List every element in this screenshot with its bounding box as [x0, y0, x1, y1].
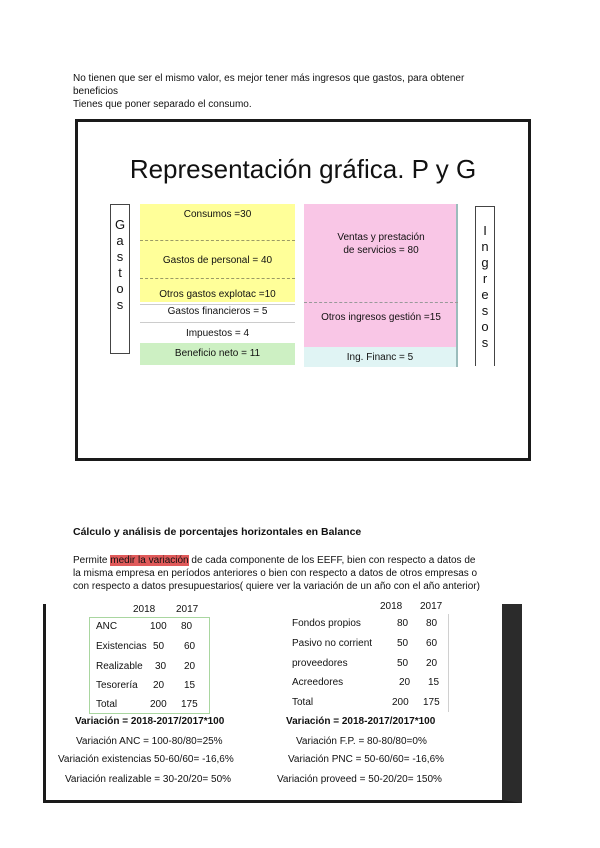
letter: g [481, 255, 489, 270]
gastos-vertical-label [110, 204, 130, 354]
row-value-2018: 20 [153, 680, 165, 691]
paragraph-line-1 [73, 554, 533, 567]
consumos-label: Consumos =30 [183, 209, 252, 220]
financieros-block [140, 304, 295, 322]
section-heading: Cálculo y análisis de porcentajes horizontales en Balance [73, 526, 362, 538]
letter: G [114, 217, 126, 232]
balance-slide [43, 601, 522, 803]
ing-financ-label: Ing. Financ = 5 [346, 352, 414, 363]
row-value-2018: 20 [399, 677, 411, 688]
left-year-2017: 2017 [176, 604, 199, 615]
calc-left: Variación ANC = 100-80/80=25% [76, 736, 223, 747]
right-year-2017: 2017 [420, 601, 443, 612]
calc-right: Variación proveed = 50-20/20= 150% [277, 774, 442, 785]
ing-financ-block [304, 347, 458, 367]
right-formula: Variación = 2018-2017/2017*100 [286, 716, 436, 727]
row-value-2017: 175 [181, 699, 198, 710]
letter: I [483, 223, 487, 238]
paragraph-line-3: con respecto a datos presupuestarios( quiere ver la variación de un año con el año anterior) [73, 581, 480, 592]
letter: e [481, 287, 489, 302]
ingresos-vertical-label [475, 206, 495, 366]
letter: t [118, 265, 122, 280]
calc-left: Variación existencias 50-60/60= -16,6% [58, 754, 234, 765]
note-line-3: Tienes que poner separado el consumo. [73, 99, 252, 110]
calc-right: Variación F.P. = 80-80/80=0% [296, 736, 427, 747]
letter: a [116, 233, 124, 248]
row-value-2018: 30 [155, 661, 167, 672]
paragraph-line-2: la misma empresa en períodos anteriores o bien con respecto a datos de otros empresas o [73, 568, 478, 579]
ventas-label-1: Ventas y prestación [337, 232, 425, 243]
letter: s [481, 303, 489, 318]
row-label: Acreedores [292, 677, 344, 688]
personal-block [140, 240, 295, 278]
otros-ingresos-label: Otros ingresos gestión =15 [321, 312, 441, 323]
letter: o [116, 281, 124, 296]
row-value-2018: 50 [397, 638, 409, 649]
financieros-label: Gastos financieros = 5 [167, 306, 268, 317]
personal-label: Gastos de personal = 40 [162, 255, 273, 266]
row-value-2018: 80 [397, 618, 409, 629]
impuestos-block [140, 322, 295, 342]
row-value-2017: 20 [184, 661, 196, 672]
row-label: Realizable [96, 661, 143, 672]
slide-title: Representación gráfica. P y G [129, 154, 477, 184]
row-label: Total [96, 699, 118, 710]
row-label: Tesorería [96, 680, 138, 691]
highlight-medir: medir la variación [110, 555, 189, 566]
row-value-2017: 15 [428, 677, 440, 688]
row-value-2017: 20 [426, 658, 438, 669]
letter: s [116, 297, 124, 312]
row-label: Fondos propios [292, 618, 361, 629]
left-year-2018: 2018 [133, 604, 156, 615]
letter: r [482, 271, 488, 286]
paragraph-rest: de cada componente de los EEFF, bien con respecto a datos de [188, 555, 476, 566]
beneficio-block [140, 343, 295, 365]
row-value-2017: 60 [426, 638, 438, 649]
left-formula: Variación = 2018-2017/2017*100 [75, 716, 225, 727]
consumos-block [140, 204, 295, 240]
note-line-1: No tienen que ser el mismo valor, es mejor tener más ingresos que gastos, para obtener [73, 73, 465, 84]
section-paragraph [73, 554, 533, 593]
paragraph-start: Permite [73, 555, 111, 566]
otros-gastos-label: Otros gastos explotac =10 [159, 289, 276, 300]
row-label: proveedores [292, 658, 348, 669]
letter: s [481, 335, 489, 350]
letter: o [481, 319, 489, 334]
row-value-2018: 100 [150, 621, 167, 632]
calc-left: Variación realizable = 30-20/20= 50% [65, 774, 232, 785]
impuestos-label: Impuestos = 4 [185, 328, 250, 339]
letter: n [481, 239, 489, 254]
ingresos-divider [304, 302, 458, 303]
row-value-2018: 200 [392, 697, 409, 708]
right-year-2018: 2018 [380, 601, 403, 612]
pyg-slide [75, 119, 531, 461]
ventas-label-2: de servicios = 80 [343, 245, 419, 256]
row-label: Pasivo no corrient [292, 638, 373, 649]
row-value-2017: 175 [423, 697, 440, 708]
row-value-2018: 50 [153, 641, 165, 652]
row-value-2017: 60 [184, 641, 196, 652]
row-label: ANC [96, 621, 118, 632]
row-value-2017: 80 [426, 618, 438, 629]
beneficio-label: Beneficio neto = 11 [174, 348, 261, 359]
row-label: Existencias [96, 641, 147, 652]
row-value-2017: 15 [184, 680, 196, 691]
note-line-2: beneficios [73, 86, 119, 97]
row-value-2017: 80 [181, 621, 193, 632]
row-value-2018: 50 [397, 658, 409, 669]
otros-gastos-block [140, 278, 295, 302]
calc-right: Variación PNC = 50-60/60= -16,6% [288, 754, 445, 765]
row-value-2018: 200 [150, 699, 167, 710]
row-label: Total [292, 697, 314, 708]
letter: s [116, 249, 124, 264]
